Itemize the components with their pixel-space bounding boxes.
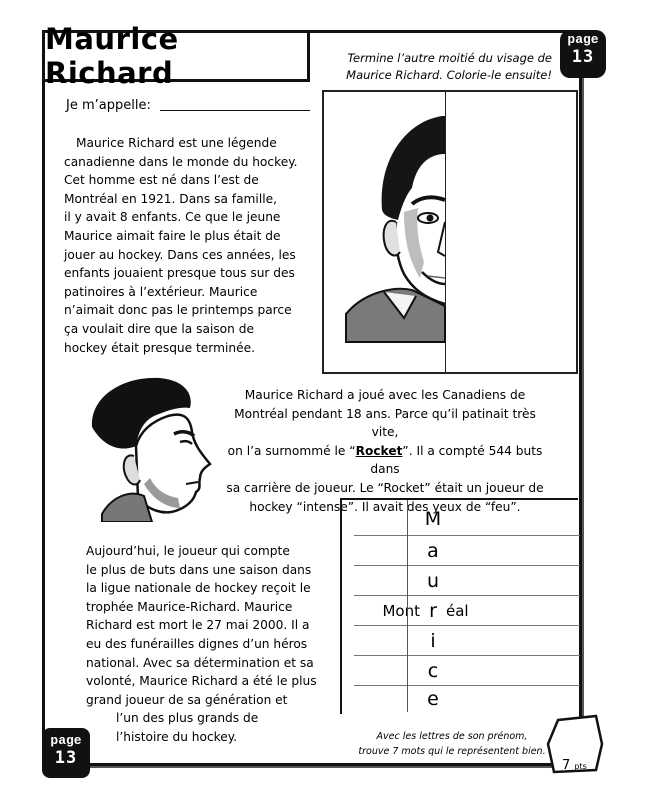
text-line: jouer au hockey. Dans ces années, les [64,247,296,262]
text-line: enfants jouaient presque tous sur des [64,266,295,281]
acrostic-letter: e [427,688,439,710]
bottom-instructions-line: trouve 7 mots qui le représentent bien. [358,746,546,757]
text-line: trophée Maurice-Richard. Maurice [86,599,293,614]
acrostic-letter: r [429,600,437,622]
text-line: il y avait 8 enfants. Ce que le jeune [64,210,281,225]
points-number: 7 [562,758,571,773]
acrostic-letter: a [427,540,439,562]
title-box [42,22,310,90]
top-instructions-line: Termine l’autre moitié du visage de [347,51,552,65]
page-badge-top [560,30,606,78]
acrostic-example-suffix: éal [446,602,469,620]
player-head-illustration [82,372,222,522]
bottom-instructions [336,729,568,759]
text-line: l’un des plus grands de [116,711,259,726]
acrostic-vertical-line [407,500,408,712]
acrostic-row[interactable] [354,566,580,596]
name-label: Je m’appelle: [66,98,151,113]
text-line: Montréal pendant 18 ans. Parce qu’il patinait très vite, [234,406,536,440]
acrostic-letter: i [430,630,436,652]
paragraph-intro [64,134,314,357]
acrostic-row[interactable] [354,536,580,566]
text-line: hockey était presque terminée. [64,340,255,355]
text-line: patinoires à l’extérieur. Maurice [64,284,258,299]
text-line: Richard est mort le 27 mai 2000. Il a [86,618,310,633]
text-line: volonté, Maurice Richard a été le plus [86,674,317,689]
paragraph-canadiens [226,386,544,516]
acrostic-row[interactable] [354,656,580,686]
text-line: hockey “intense”. Il avait des yeux de “feu”. [249,499,521,514]
acrostic-row[interactable] [354,686,580,715]
text-fragment: on l’a surnommé le “ [227,443,356,458]
top-instructions [324,50,552,84]
half-face-drawing-area[interactable] [322,90,578,374]
text-line: Maurice Richard a joué avec les Canadiens de [244,388,526,402]
text-line: sa carrière de joueur. Le “Rocket” était un joueur de [226,480,544,495]
page-title: Maurice Richard [45,22,179,90]
text-line: national. Avec sa détermination et sa [86,655,314,670]
page-label: page [567,32,599,47]
bottom-instructions-line: Avec les lettres de son prénom, [376,731,528,742]
points-value [562,758,587,773]
text-line: Maurice Richard est une légende [76,136,277,150]
text-line: grand joueur de sa génération et [86,692,288,707]
top-instructions-line: Maurice Richard. Colorie-le ensuite! [346,68,552,82]
acrostic-row[interactable] [354,626,580,656]
acrostic-row[interactable] [354,506,580,536]
text-line: l’histoire du hockey. [116,729,238,744]
acrostic-letter: u [426,570,440,592]
text-line: Maurice aimait faire le plus était de [64,228,281,243]
page-number: 13 [54,748,78,768]
half-face-illustration [324,92,576,372]
acrostic-letter: M [424,508,442,530]
points-unit: pts [574,762,587,771]
text-line: eu des funérailles dignes d’un héros [86,636,308,651]
text-line [226,442,544,479]
acrostic-letter: c [427,660,439,682]
text-line: le plus de buts dans une saison dans [86,562,312,577]
text-line: n’aimait donc pas le printemps parce [64,303,292,318]
text-line: canadienne dans le monde du hockey. [64,154,298,169]
acrostic-example-prefix: Mont [382,602,420,620]
acrostic-row[interactable] [354,596,580,626]
page-badge-bottom [42,728,90,778]
text-line: ça voulait dire que la saison de [64,321,254,336]
page-number: 13 [571,47,595,67]
text-line: Aujourd’hui, le joueur qui compte [86,544,290,558]
paragraph-legacy [86,542,331,747]
name-input-line[interactable] [160,110,310,111]
text-line: Montréal en 1921. Dans sa famille, [64,191,277,206]
text-line: Cet homme est né dans l’est de [64,173,259,188]
text-fragment: ”. Il a compté 544 buts dans [370,443,543,477]
rocket-nickname: Rocket [355,443,403,458]
acrostic-box [340,498,578,714]
page-label: page [50,733,82,748]
text-line: la ligue nationale de hockey reçoit le [86,581,311,596]
